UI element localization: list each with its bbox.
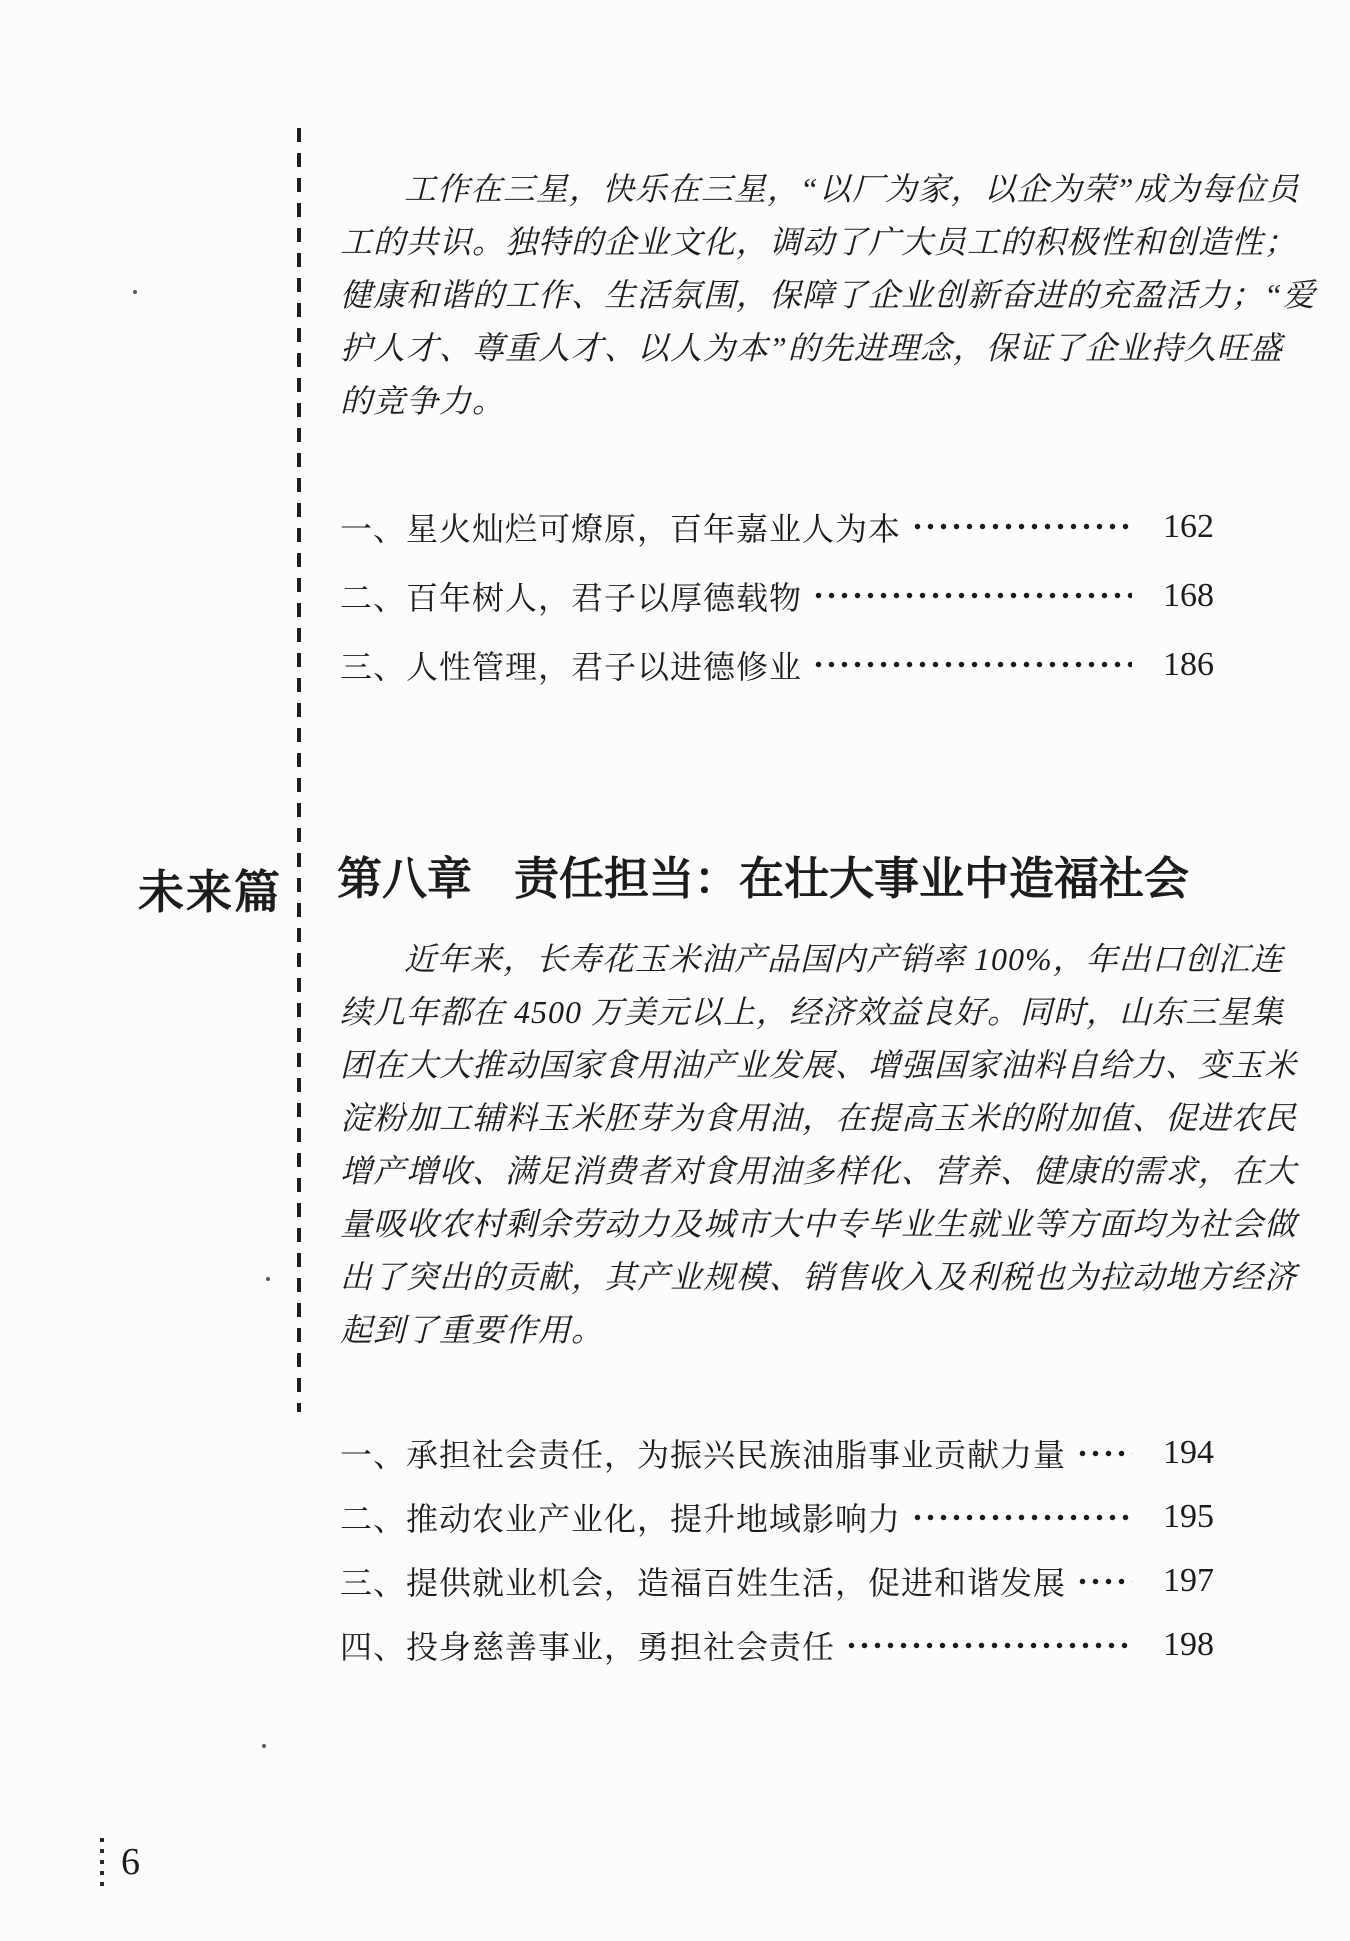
scan-speck <box>262 1744 266 1748</box>
paragraph-line: 量吸收农村剩余劳动力及城市大中专毕业生就业等方面均为社会做 <box>340 1206 1298 1242</box>
intro-paragraph <box>340 163 1316 428</box>
paragraph-line: 出了突出的贡献，其产业规模、销售收入及利税也为拉动地方经济 <box>340 1259 1298 1295</box>
toc-entry <box>340 1485 1214 1549</box>
scan-speck <box>133 290 137 294</box>
footer-dotted-mark <box>100 1838 104 1890</box>
paragraph-line: 健康和谐的工作、生活氛围，保障了企业创新奋进的充盈活力；“爱 <box>340 277 1316 313</box>
toc-entry-label: 二、推动农业产业化，提升地域影响力 <box>340 1501 902 1537</box>
toc-entry-label: 二、百年树人，君子以厚德载物 <box>340 579 803 616</box>
toc-entry-page: 195 <box>1163 1498 1214 1535</box>
paragraph-line: 护人才、尊重人才、以人为本”的先进理念，保证了企业持久旺盛 <box>340 330 1283 366</box>
toc-entry-label: 四、投身慈善事业，勇担社会责任 <box>340 1629 836 1665</box>
dot-leader <box>1076 1421 1132 1485</box>
toc-entry <box>340 1421 1214 1485</box>
scan-speck <box>266 1277 270 1281</box>
paragraph-line: 淀粉加工辅料玉米胚芽为食用油，在提高玉米的附加值、促进农民 <box>340 1100 1298 1136</box>
toc-entry-label: 一、承担社会责任，为振兴民族油脂事业贡献力量 <box>340 1437 1067 1473</box>
toc-entry <box>340 1613 1214 1677</box>
toc-entry-page: 162 <box>1163 507 1214 545</box>
toc-entry-page: 194 <box>1163 1434 1214 1471</box>
toc-top <box>340 492 1214 699</box>
page-number: 6 <box>121 1841 140 1883</box>
dot-leader <box>812 630 1132 699</box>
paragraph-line: 续几年都在 4500 万美元以上，经济效益良好。同时，山东三星集 <box>340 994 1285 1030</box>
toc-entry <box>340 630 1214 699</box>
paragraph-line: 近年来，长寿花玉米油产品国内产销率 100%，年出口创汇连 <box>404 941 1284 977</box>
toc-entry <box>340 561 1214 630</box>
paragraph-line: 团在大大推动国家食用油产业发展、增强国家油料自给力、变玉米 <box>340 1047 1298 1083</box>
chapter-number: 第八章 <box>337 853 473 904</box>
toc-entry <box>340 1549 1214 1613</box>
dot-leader <box>911 492 1132 561</box>
chapter-paragraph <box>340 933 1298 1357</box>
toc-entry-page: 186 <box>1163 645 1214 683</box>
toc-entry-page: 198 <box>1163 1626 1214 1663</box>
toc-entry-page: 168 <box>1163 576 1214 614</box>
toc-entry-label: 三、人性管理，君子以进德修业 <box>340 648 803 685</box>
paragraph-line: 起到了重要作用。 <box>340 1312 605 1348</box>
paragraph-line: 的竞争力。 <box>340 383 506 419</box>
paragraph-line: 工作在三星，快乐在三星，“以厂为家，以企为荣”成为每位员 <box>404 171 1300 207</box>
chapter-heading <box>337 851 1217 907</box>
toc-entry-page: 197 <box>1163 1562 1214 1599</box>
toc-entry-label: 三、提供就业机会，造福百姓生活，促进和谐发展 <box>340 1565 1067 1601</box>
paragraph-line: 增产增收、满足消费者对食用油多样化、营养、健康的需求，在大 <box>340 1153 1298 1189</box>
toc-bottom <box>340 1421 1214 1677</box>
paragraph-line: 工的共识。独特的企业文化，调动了广大员工的积极性和创造性； <box>340 224 1298 260</box>
toc-entry <box>340 492 1214 561</box>
section-label: 未来篇 <box>138 866 282 918</box>
dot-leader <box>845 1613 1132 1677</box>
dot-leader <box>812 561 1132 630</box>
dot-leader <box>911 1485 1132 1549</box>
toc-entry-label: 一、星火灿烂可燎原，百年嘉业人为本 <box>340 510 902 547</box>
chapter-title: 责任担当：在壮大事业中造福社会 <box>514 853 1190 904</box>
dashed-divider <box>297 128 301 1412</box>
dot-leader <box>1076 1549 1132 1613</box>
